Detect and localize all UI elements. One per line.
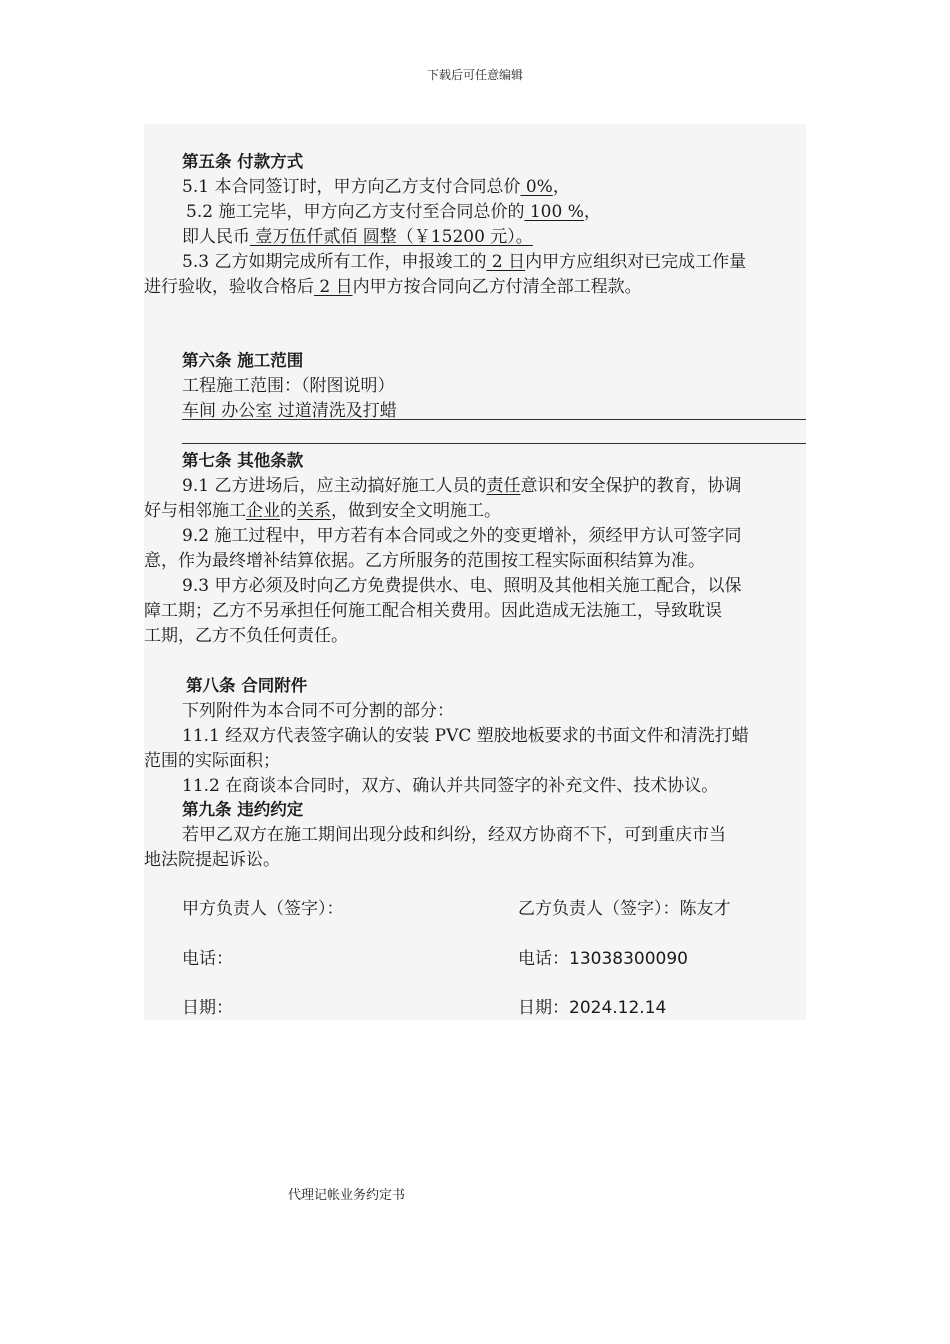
clause-9-1-line2: 好与相邻施工企业的关系，做到安全文明施工。 <box>144 501 501 521</box>
clause-9-3-line1: 9.3 甲方必须及时向乙方免费提供水、电、照明及其他相关施工配合，以保 <box>182 576 742 596</box>
clause-5-3-line1: 5.3 乙方如期完成所有工作，申报竣工的 2 日内甲方应组织对已完成工作量 <box>182 252 747 272</box>
breach-line2: 地法院提起诉讼。 <box>144 850 280 870</box>
section-7-heading: 第七条 其他条款 <box>182 451 304 470</box>
footer-title: 代理记帐业务约定书 <box>288 1188 406 1203</box>
clause-5-1: 5.1 本合同签订时，甲方向乙方支付合同总价 0%， <box>182 177 570 197</box>
clause-11-1-line1: 11.1 经双方代表签字确认的安装 PVC 塑胶地板要求的书面文件和清洗打蜡 <box>182 726 749 746</box>
breach-line1: 若甲乙双方在施工期间出现分歧和纠纷，经双方协商不下，可到重庆市当 <box>182 825 726 845</box>
party-a-date: 日期： <box>182 998 233 1018</box>
clause-11-2: 11.2 在商谈本合同时，双方、确认并共同签字的补充文件、技术协议。 <box>182 776 719 796</box>
attachments-intro: 下列附件为本合同不可分割的部分： <box>182 701 454 721</box>
party-a-phone: 电话： <box>182 949 233 969</box>
section-6-heading: 第六条 施工范围 <box>182 351 304 370</box>
scope-underline-2 <box>182 443 806 444</box>
scope-value: 车间 办公室 过道清洗及打蜡 <box>182 401 397 421</box>
clause-9-1-line1: 9.1 乙方进场后，应主动搞好施工人员的责任意识和安全保护的教育，协调 <box>182 476 742 496</box>
clause-9-3-line3: 工期，乙方不负任何责任。 <box>144 626 348 646</box>
clause-5-2-amount: 即人民币 壹万伍仟贰佰 圆整（￥15200 元）。 <box>182 227 533 247</box>
section-8-heading: 第八条 合同附件 <box>186 676 308 695</box>
clause-9-3-line2: 障工期；乙方不另承担任何施工配合相关费用。因此造成无法施工，导致耽误 <box>144 601 722 621</box>
clause-11-1-line2: 范围的实际面积； <box>144 751 280 771</box>
section-9-heading: 第九条 违约约定 <box>182 800 304 819</box>
section-5-heading: 第五条 付款方式 <box>182 152 304 171</box>
scope-label: 工程施工范围：（附图说明） <box>182 376 395 396</box>
header-note: 下载后可任意编辑 <box>426 68 523 82</box>
clause-9-2-line2: 意，作为最终增补结算依据。乙方所服务的范围按工程实际面积结算为准。 <box>144 551 705 571</box>
clause-9-2-line1: 9.2 施工过程中，甲方若有本合同或之外的变更增补，须经甲方认可签字同 <box>182 526 742 546</box>
party-b-phone: 电话：13038300090 <box>518 949 688 969</box>
party-a-signature: 甲方负责人（签字）： <box>182 899 344 919</box>
party-b-date: 日期：2024.12.14 <box>518 998 667 1018</box>
party-b-signature: 乙方负责人（签字）：陈友才 <box>518 899 731 919</box>
clause-5-2: 5.2 施工完毕，甲方向乙方支付至合同总价的 100 %， <box>186 202 601 222</box>
clause-5-3-line2: 进行验收，验收合格后 2 日内甲方按合同向乙方付清全部工程款。 <box>144 277 642 297</box>
scope-underline-1 <box>182 419 806 420</box>
